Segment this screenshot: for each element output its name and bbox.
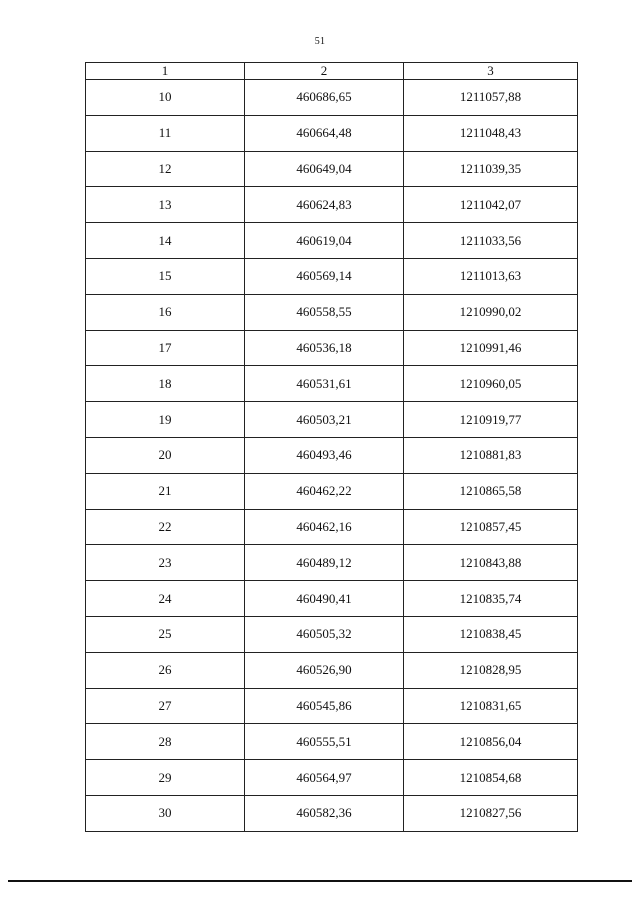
table-cell-col-2: 460536,18 [245, 330, 404, 366]
table-cell-col-1: 30 [86, 795, 245, 831]
table-cell-col-1: 15 [86, 258, 245, 294]
table-cell-col-3: 1210919,77 [404, 402, 578, 438]
table-cell-col-3: 1210827,56 [404, 795, 578, 831]
table-cell-col-3: 1210990,02 [404, 294, 578, 330]
table-cell-col-2: 460505,32 [245, 616, 404, 652]
table-body [86, 80, 578, 832]
table-cell-col-1: 24 [86, 581, 245, 617]
table-cell-col-2: 460526,90 [245, 652, 404, 688]
table-cell-col-1: 23 [86, 545, 245, 581]
table-row [86, 760, 578, 796]
table-cell-col-1: 26 [86, 652, 245, 688]
table-cell-col-2: 460490,41 [245, 581, 404, 617]
table-cell-col-1: 19 [86, 402, 245, 438]
table-cell-col-1: 18 [86, 366, 245, 402]
footer-divider [8, 880, 632, 882]
table-cell-col-1: 17 [86, 330, 245, 366]
table-row [86, 545, 578, 581]
table-row [86, 223, 578, 259]
table-cell-col-2: 460569,14 [245, 258, 404, 294]
page-number: 51 [314, 36, 326, 47]
table-cell-col-1: 20 [86, 437, 245, 473]
table-row [86, 724, 578, 760]
table-cell-col-2: 460462,22 [245, 473, 404, 509]
table-cell-col-3: 1210843,88 [404, 545, 578, 581]
table-cell-col-2: 460619,04 [245, 223, 404, 259]
table-cell-col-2: 460558,55 [245, 294, 404, 330]
table-cell-col-2: 460503,21 [245, 402, 404, 438]
table-cell-col-3: 1210854,68 [404, 760, 578, 796]
table-cell-col-2: 460649,04 [245, 151, 404, 187]
table-cell-col-3: 1210838,45 [404, 616, 578, 652]
table-cell-col-1: 10 [86, 80, 245, 116]
table-cell-col-1: 11 [86, 115, 245, 151]
coordinates-table [85, 62, 578, 832]
table-cell-col-2: 460493,46 [245, 437, 404, 473]
table-cell-col-3: 1211048,43 [404, 115, 578, 151]
table-row [86, 437, 578, 473]
table-cell-col-3: 1210828,95 [404, 652, 578, 688]
table-row [86, 330, 578, 366]
table-cell-col-1: 25 [86, 616, 245, 652]
column-header-1: 1 [86, 63, 245, 80]
column-header-2: 2 [245, 63, 404, 80]
table-row [86, 187, 578, 223]
table-cell-col-2: 460686,65 [245, 80, 404, 116]
table-cell-col-3: 1210831,65 [404, 688, 578, 724]
table-cell-col-1: 27 [86, 688, 245, 724]
table-cell-col-2: 460489,12 [245, 545, 404, 581]
table-cell-col-1: 29 [86, 760, 245, 796]
table-cell-col-3: 1211042,07 [404, 187, 578, 223]
table-cell-col-2: 460582,36 [245, 795, 404, 831]
table-cell-col-1: 14 [86, 223, 245, 259]
table-row [86, 80, 578, 116]
table-cell-col-1: 28 [86, 724, 245, 760]
table-cell-col-2: 460564,97 [245, 760, 404, 796]
table-row [86, 688, 578, 724]
table-row [86, 151, 578, 187]
table-cell-col-3: 1211033,56 [404, 223, 578, 259]
table-cell-col-2: 460531,61 [245, 366, 404, 402]
table-cell-col-1: 16 [86, 294, 245, 330]
table-cell-col-2: 460555,51 [245, 724, 404, 760]
table-cell-col-1: 22 [86, 509, 245, 545]
table-cell-col-3: 1210856,04 [404, 724, 578, 760]
table-cell-col-3: 1210857,45 [404, 509, 578, 545]
table-cell-col-1: 21 [86, 473, 245, 509]
table-cell-col-2: 460462,16 [245, 509, 404, 545]
table-cell-col-3: 1210991,46 [404, 330, 578, 366]
table-cell-col-3: 1210865,58 [404, 473, 578, 509]
table-cell-col-1: 12 [86, 151, 245, 187]
table-row [86, 294, 578, 330]
table-cell-col-2: 460624,83 [245, 187, 404, 223]
table-cell-col-3: 1210881,83 [404, 437, 578, 473]
column-header-3: 3 [404, 63, 578, 80]
table-row [86, 258, 578, 294]
table-row [86, 473, 578, 509]
table-row [86, 115, 578, 151]
table-header [86, 63, 578, 80]
table-cell-col-3: 1210835,74 [404, 581, 578, 617]
table-cell-col-3: 1211039,35 [404, 151, 578, 187]
table-cell-col-3: 1211057,88 [404, 80, 578, 116]
table-row [86, 616, 578, 652]
table-row [86, 402, 578, 438]
table-cell-col-1: 13 [86, 187, 245, 223]
table-cell-col-2: 460545,86 [245, 688, 404, 724]
table-cell-col-3: 1210960,05 [404, 366, 578, 402]
table-row [86, 652, 578, 688]
table-row [86, 509, 578, 545]
table-row [86, 366, 578, 402]
header-row [86, 63, 578, 80]
table-cell-col-3: 1211013,63 [404, 258, 578, 294]
table-row [86, 795, 578, 831]
table-cell-col-2: 460664,48 [245, 115, 404, 151]
table-row [86, 581, 578, 617]
